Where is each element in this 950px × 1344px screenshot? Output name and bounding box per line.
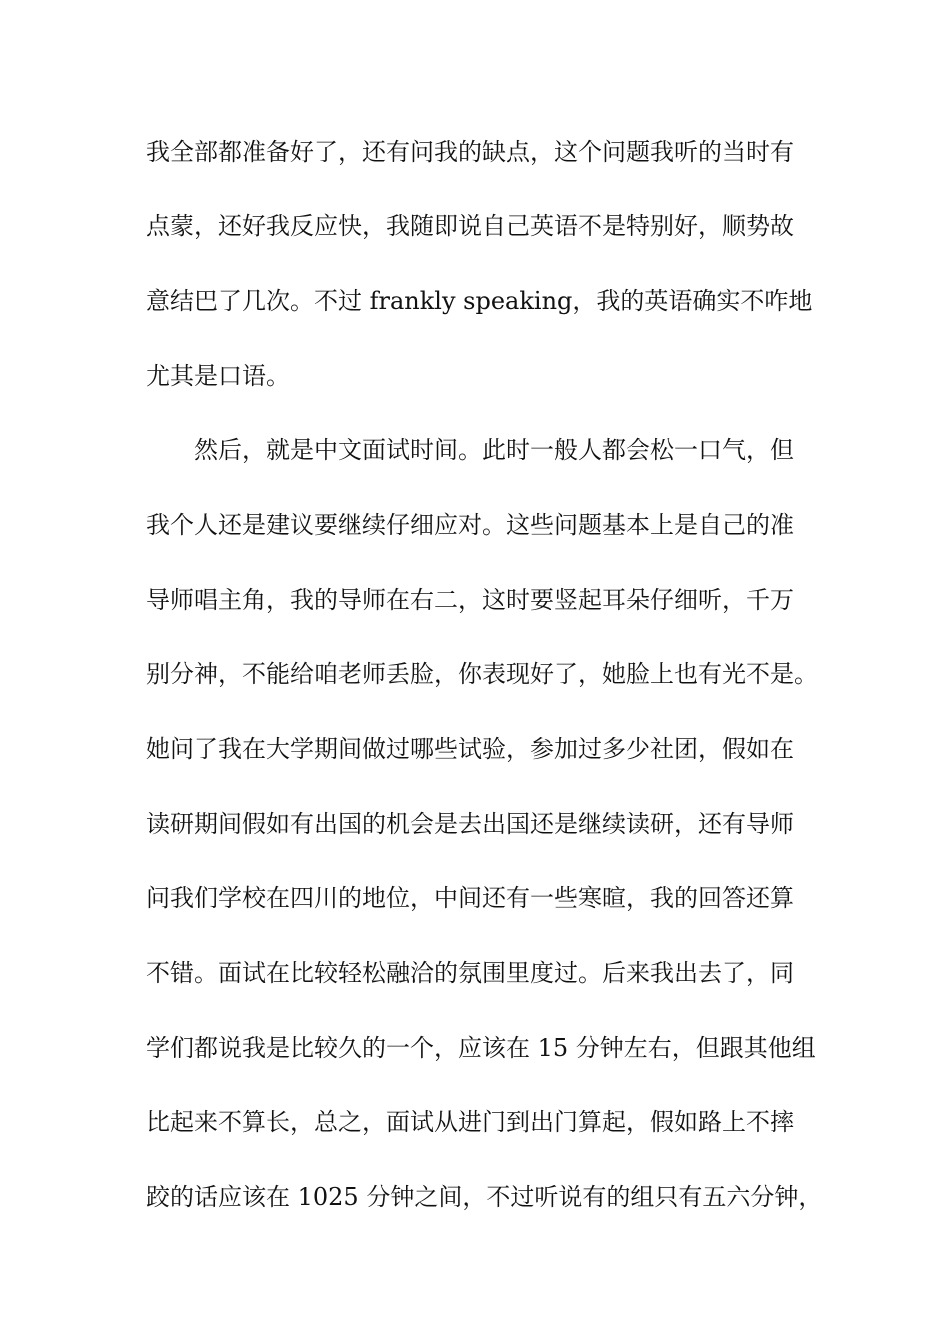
text-line: 比起来不算长，总之，面试从进门到出门算起，假如路上不摔 xyxy=(146,1108,794,1136)
text-line: 导师唱主角，我的导师在右二，这时要竖起耳朵仔细听，千万 xyxy=(146,586,794,614)
text-line: 不错。面试在比较轻松融洽的氛围里度过。后来我出去了，同 xyxy=(146,959,794,987)
text-line: 问我们学校在四川的地位，中间还有一些寒暄，我的回答还算 xyxy=(146,884,794,912)
text-line: 意结巴了几次。不过 frankly speaking，我的英语确实不咋地 xyxy=(146,287,813,315)
text-line: 尤其是口语。 xyxy=(146,362,290,390)
text-line: 读研期间假如有出国的机会是去出国还是继续读研，还有导师 xyxy=(146,810,794,838)
text-line: 跤的话应该在 1025 分钟之间，不过听说有的组只有五六分钟， xyxy=(146,1183,823,1211)
text-line: 我全部都准备好了，还有问我的缺点，这个问题我听的当时有 xyxy=(146,138,794,166)
text-line: 点蒙，还好我反应快，我随即说自己英语不是特别好，顺势故 xyxy=(146,212,794,240)
text-line: 我个人还是建议要继续仔细应对。这些问题基本上是自己的准 xyxy=(146,511,794,539)
paragraph-first-line: 然后，就是中文面试时间。此时一般人都会松一口气，但 xyxy=(194,436,794,464)
text-line: 别分神，不能给咱老师丢脸，你表现好了，她脸上也有光不是。 xyxy=(146,660,818,688)
text-line: 学们都说我是比较久的一个，应该在 15 分钟左右，但跟其他组 xyxy=(146,1034,816,1062)
text-line: 她问了我在大学期间做过哪些试验，参加过多少社团，假如在 xyxy=(146,735,794,763)
